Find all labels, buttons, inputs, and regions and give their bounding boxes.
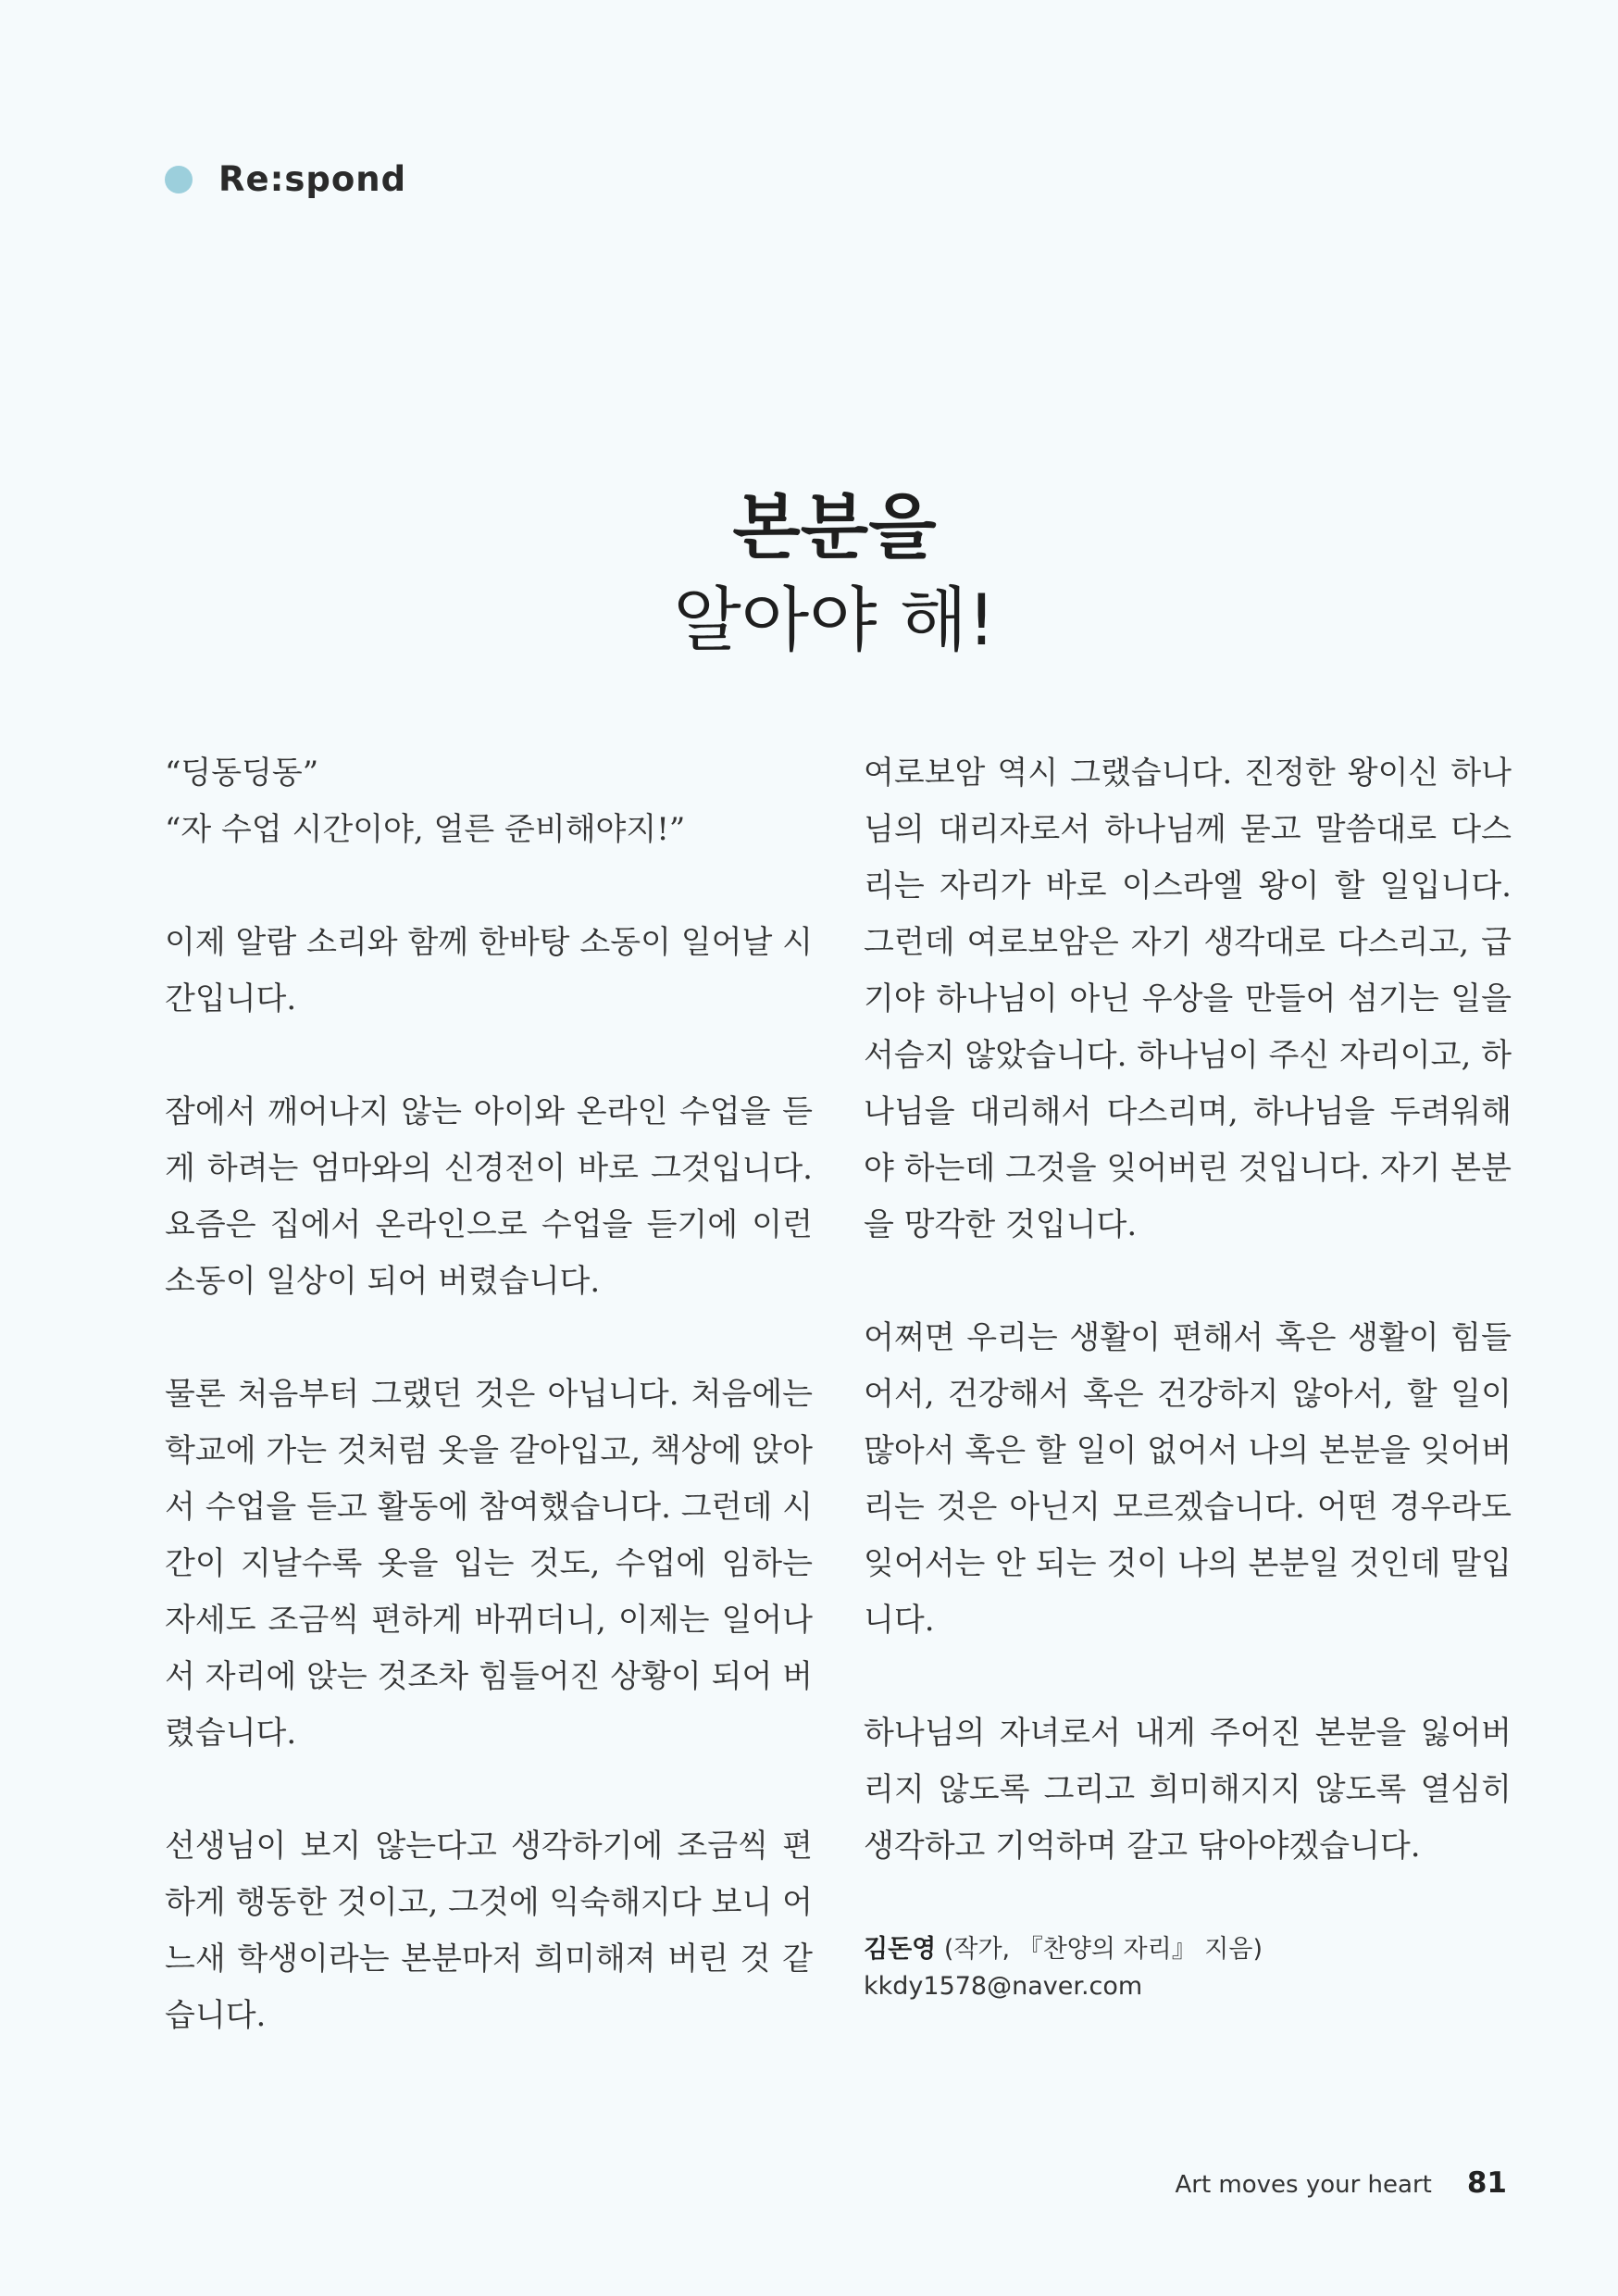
page-footer xyxy=(1175,2166,1507,2200)
paragraph: 이제 알람 소리와 함께 한바탕 소동이 일어날 시간입니다. xyxy=(165,924,813,1017)
footer-tagline: Art moves your heart xyxy=(1175,2171,1432,2199)
section-dot-icon xyxy=(165,166,193,193)
title-line-2: 알아야 해! xyxy=(673,579,996,661)
paragraph: 물론 처음부터 그랬던 것은 아닙니다. 처음에는 학교에 가는 것처럼 옷을 갈아입고, 책상에 앉아서 수업을 듣고 활동에 참여했습니다. 그런데 시간이 지날수록 옷을 입는 것도, 수업에 임하는 자세도 조금씩 편하게 바뀌더니, 이제는 일어나서 자리에 앉는 것조차 힘들어진 상황이 되어 버렸습니다. xyxy=(165,1376,813,1752)
paragraph: “자 수업 시간이야, 얼른 준비해야지!” xyxy=(165,811,686,848)
section-label: Re:spond xyxy=(218,159,407,199)
title-line-1: 본분을 xyxy=(732,486,937,568)
page-number: 81 xyxy=(1466,2166,1507,2200)
paragraph: 잠에서 깨어나지 않는 아이와 온라인 수업을 듣게 하려는 엄마와의 신경전이 바로 그것입니다. 요즘은 집에서 온라인으로 수업을 듣기에 이런 소동이 일상이 되어 버렸습니다. xyxy=(165,1093,813,1300)
paragraph: “딩동딩동” xyxy=(165,755,319,792)
right-column xyxy=(864,745,1512,2005)
author-name: 김돈영 xyxy=(864,1935,937,1964)
section-tag xyxy=(165,159,406,199)
paragraph: 어쩌면 우리는 생활이 편해서 혹은 생활이 힘들어서, 건강해서 혹은 건강하지 않아서, 할 일이 많아서 혹은 할 일이 없어서 나의 본분을 잊어버리는 것은 아닌지 모르겠습니다. 어떤 경우라도 잊어서는 안 되는 것이 나의 본분일 것인데 말입니다. xyxy=(864,1319,1512,1639)
author-byline xyxy=(864,1931,1512,2005)
author-email: kkdy1578@naver.com xyxy=(864,1972,1143,2001)
article-title xyxy=(0,481,1618,667)
paragraph: 선생님이 보지 않는다고 생각하기에 조금씩 편하게 행동한 것이고, 그것에 익숙해지다 보니 어느새 학생이라는 본분마저 희미해져 버린 것 같습니다. xyxy=(165,1828,813,2034)
paragraph: 여로보암 역시 그랬습니다. 진정한 왕이신 하나님의 대리자로서 하나님께 묻고 말씀대로 다스리는 자리가 바로 이스라엘 왕이 할 일입니다. 그런데 여로보암은 자기 생각대로 다스리고, 급기야 하나님이 아닌 우상을 만들어 섬기는 일을 서슴지 않았습니다. 하나님이 주신 자리이고, 하나님을 대리해서 다스리며, 하나님을 두려워해야 하는데 그것을 잊어버린 것입니다. 자기 본분을 망각한 것입니다. xyxy=(864,755,1512,1243)
left-column xyxy=(165,745,813,2101)
author-role: (작가, 『찬양의 자리』 지음) xyxy=(943,1935,1263,1964)
paragraph: 하나님의 자녀로서 내게 주어진 본분을 잃어버리지 않도록 그리고 희미해지지 않도록 열심히 생각하고 기억하며 갈고 닦아야겠습니다. xyxy=(864,1715,1512,1865)
